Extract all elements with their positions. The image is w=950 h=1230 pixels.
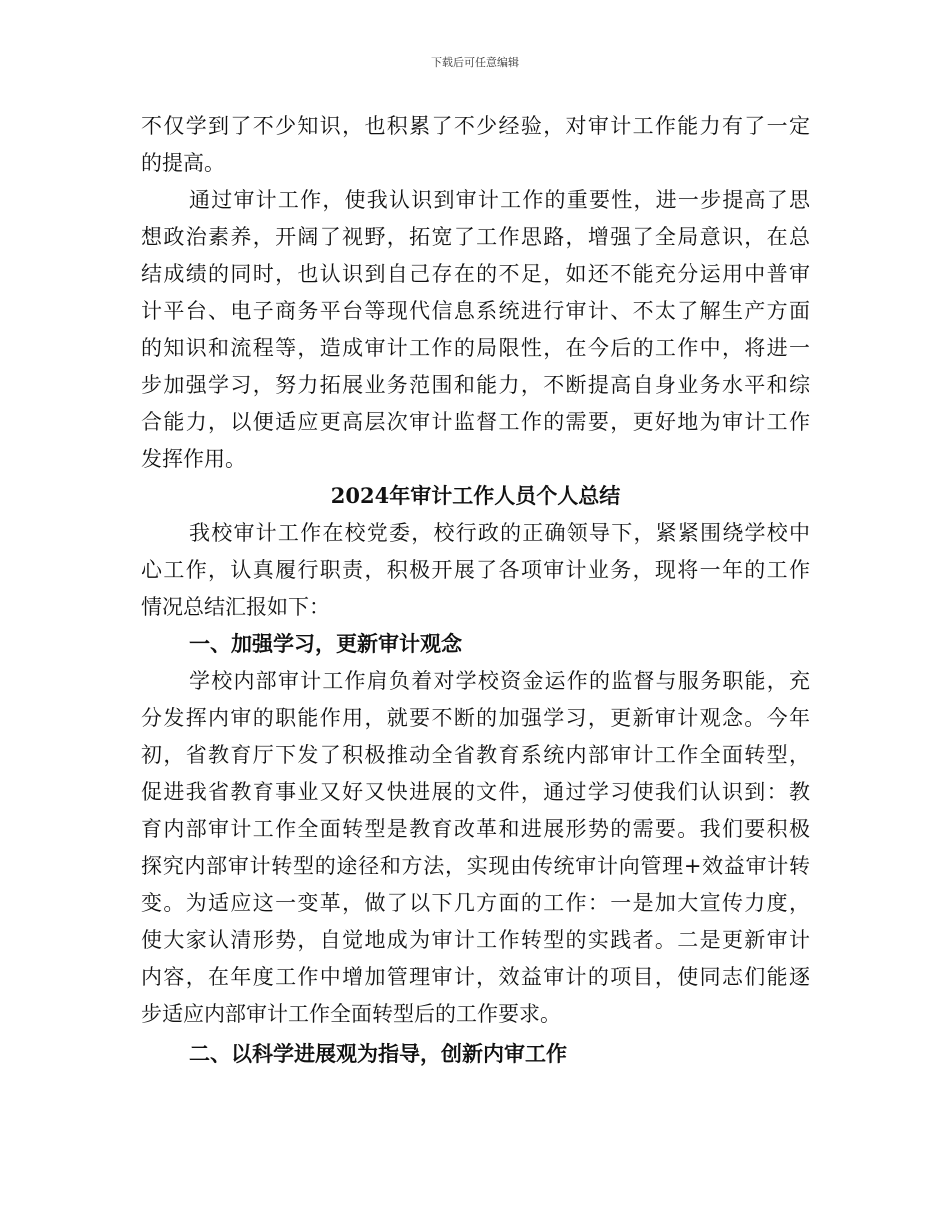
body-line: 步加强学习，努力拓展业务范围和能力，不断提高自身业务水平和综 — [141, 373, 810, 397]
body-line: 探究内部审计转型的途径和方法，实现由传统审计向管理+效益审计转 — [141, 854, 810, 878]
body-line: 内容，在年度工作中增加管理审计，效益审计的项目，使同志们能逐 — [141, 965, 810, 989]
body-line: 发挥作用。 — [141, 447, 246, 471]
body-line: 育内部审计工作全面转型是教育改革和进展形势的需要。我们要积极 — [141, 817, 810, 841]
body-line: 情况总结汇报如下： — [141, 595, 330, 619]
body-line: 结成绩的同时，也认识到自己存在的不足，如还不能充分运用中普审 — [141, 262, 810, 286]
body-line: 通过审计工作，使我认识到审计工作的重要性，进一步提高了思 — [189, 188, 810, 212]
heading-one: 一、加强学习，更新审计观念 — [189, 631, 462, 656]
body-line: 的提高。 — [141, 151, 225, 175]
body-line: 学校内部审计工作肩负着对学校资金运作的监督与服务职能，充 — [189, 669, 810, 693]
heading-two: 二、以科学进展观为指导，创新内审工作 — [189, 1041, 567, 1066]
body-line: 想政治素养，开阔了视野，拓宽了工作思路，增强了全局意识，在总 — [141, 225, 810, 249]
body-line: 不仅学到了不少知识，也积累了不少经验，对审计工作能力有了一定 — [141, 114, 810, 138]
body-line: 心工作，认真履行职责，积极开展了各项审计业务，现将一年的工作 — [141, 558, 810, 582]
body-line: 初，省教育厅下发了积极推动全省教育系统内部审计工作全面转型， — [141, 743, 810, 767]
body-line: 合能力，以便适应更高层次审计监督工作的需要，更好地为审计工作 — [141, 410, 810, 434]
body-line: 使大家认清形势，自觉地成为审计工作转型的实践者。二是更新审计 — [141, 928, 810, 952]
body-line: 我校审计工作在校党委，校行政的正确领导下，紧紧围绕学校中 — [189, 521, 810, 545]
body-line: 步适应内部审计工作全面转型后的工作要求。 — [141, 1002, 561, 1026]
body-line: 的知识和流程等，造成审计工作的局限性，在今后的工作中，将进一 — [141, 336, 810, 360]
body-line: 计平台、电子商务平台等现代信息系统进行审计、不太了解生产方面 — [141, 299, 810, 323]
section-title: 2024年审计工作人员个人总结 — [330, 483, 621, 508]
body-line: 促进我省教育事业又好又快进展的文件，通过学习使我们认识到：教 — [141, 780, 810, 804]
body-line: 变。为适应这一变革，做了以下几方面的工作：一是加大宣传力度， — [141, 891, 810, 915]
header-note: 下载后可任意编辑 — [431, 56, 519, 69]
body-line: 分发挥内审的职能作用，就要不断的加强学习，更新审计观念。今年 — [141, 706, 810, 730]
